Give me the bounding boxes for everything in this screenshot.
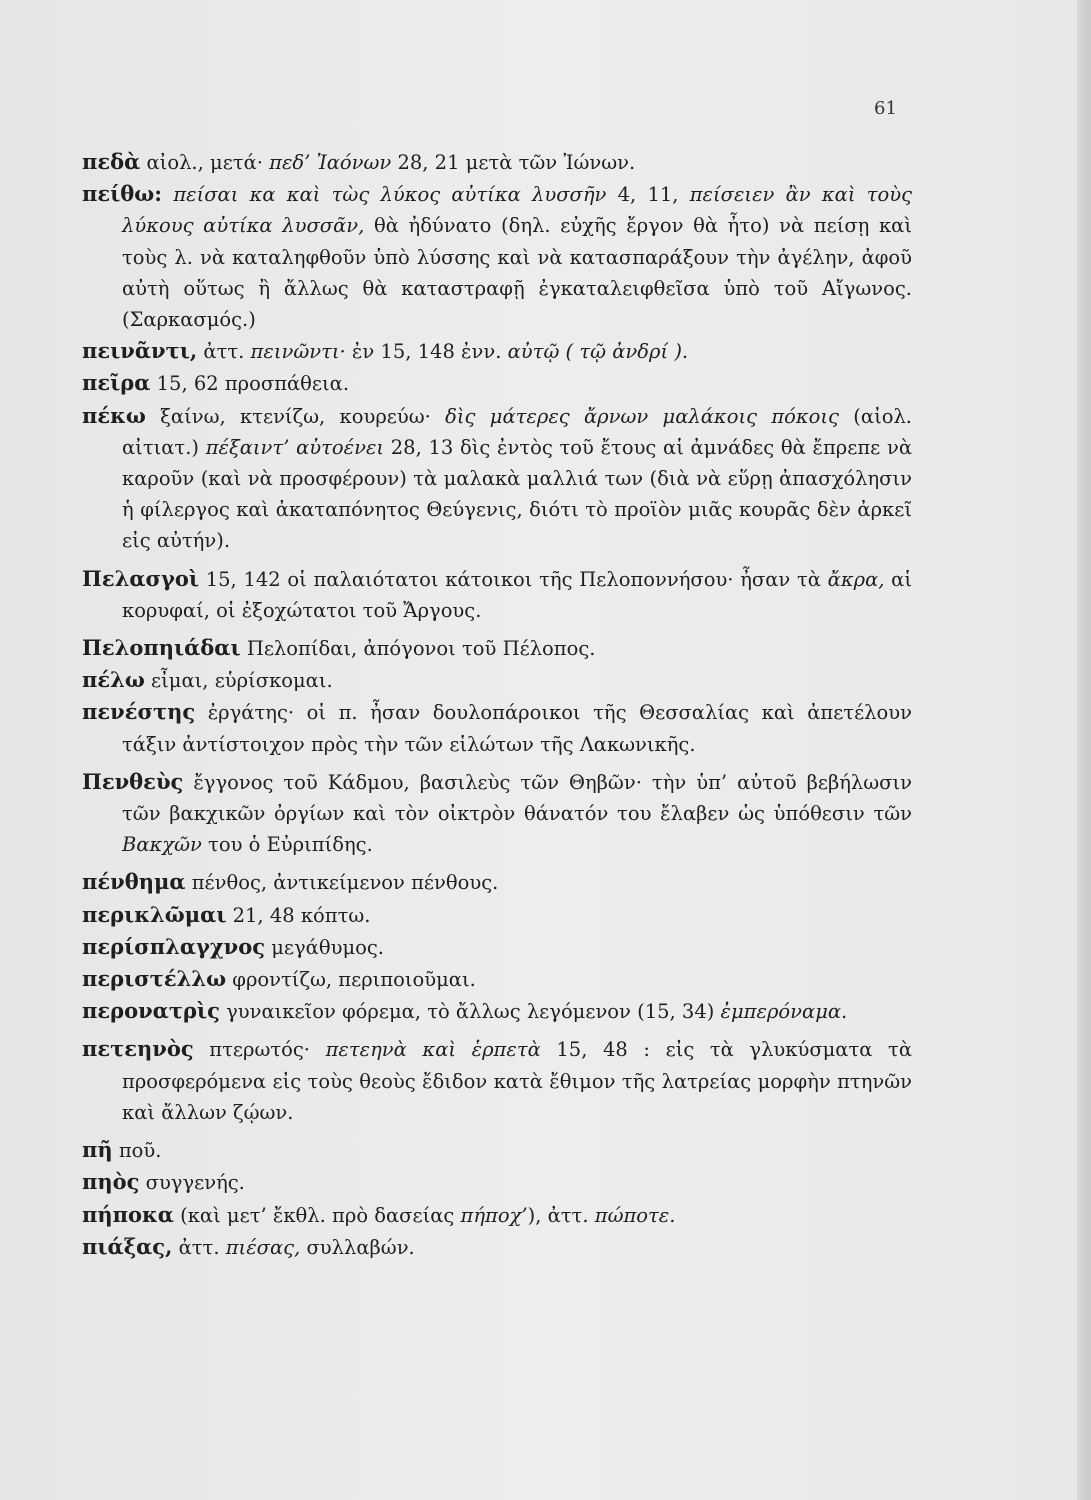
entry-definition: Πελοπίδαι, ἀπόγονοι τοῦ Πέλοπος. (240, 637, 596, 661)
entry-headword: πένθημα (82, 869, 186, 895)
entry-headword: πήποκα (82, 1201, 174, 1227)
entry-definition: ξαίνω, κτενίζω, κουρεύω· (145, 404, 446, 428)
entry-definition: 28, 13 δὶς ἐντὸς τοῦ ἔτους αἱ ἀμνάδες θὰ ἔπρεπε νὰ καροῦν (καὶ νὰ προσφέρουν) τὰ μαλακὰ μαλλιά των (διὰ νὰ εὕρῃ ἀπασχόλησιν ἡ φίλεργος καὶ ἀκαταπόνητος Θεύγενις, διότι τὸ προϊὸν μιᾶς κουρᾶς δὲν ἀρκεῖ εἰς αὐτήν). (122, 435, 912, 553)
entry-definition: 15, 62 προσπάθεια. (150, 372, 350, 396)
entry-citation: πέξαιντ’ αὐτοένει (205, 435, 385, 459)
entry-definition: 21, 48 κόπτω. (226, 903, 371, 927)
dictionary-entry (82, 664, 912, 696)
entry-definition: αἱ κορυφαί, οἱ ἐξοχώτατοι τοῦ Ἄργους. (122, 567, 912, 622)
entry-headword: περικλῶμαι (82, 901, 227, 927)
dictionary-entry (82, 400, 912, 557)
entry-definition: (καὶ μετ’ ἔκθλ. πρὸ δασείας (173, 1203, 461, 1227)
dictionary-entry (82, 931, 912, 963)
entry-citation: ἐμπερόναμα. (720, 1000, 848, 1024)
entry-definition: συλλαβών. (300, 1235, 415, 1259)
entry-definition: ἐν 15, 148 ἐνν. (345, 340, 508, 364)
dictionary-entry (82, 866, 912, 898)
entry-citation: πετεηνὰ καὶ ἑρπετὰ (325, 1038, 541, 1062)
entry-citation: Βακχῶν (122, 833, 202, 857)
entry-citation: πείσαι κα καὶ τὼς λύκος αὐτίκα λυσσῆν (173, 183, 607, 207)
entry-citation: πεινῶντι· (250, 340, 346, 364)
entry-headword: πεινᾶντι, (82, 338, 198, 364)
page-edge (1077, 0, 1091, 1500)
entry-headword: πεδὰ (82, 149, 141, 174)
entry-citation: πεδ’ Ἰαόνων (269, 151, 392, 174)
entry-definition: ποῦ. (112, 1139, 162, 1163)
entry-headword: περιστέλλω (82, 966, 227, 992)
entry-headword: περίσπλαγχνος (82, 933, 266, 959)
entry-definition: ἀττ. (197, 340, 251, 364)
dictionary-entries (82, 146, 912, 1263)
dictionary-entry (82, 367, 912, 399)
dictionary-entry (82, 995, 912, 1027)
entry-definition: ), ἀττ. (527, 1203, 595, 1227)
entry-definition: ἐργάτης· οἱ π. ἦσαν δουλοπάροικοι τῆς Θεσσαλίας καὶ ἀπετέλουν τάξιν ἀντίστοιχον πρὸς τὴν τῶν εἱλώτων τῆς Λακωνικῆς. (122, 701, 912, 756)
entry-definition: εἶμαι, εὑρίσκομαι. (144, 669, 333, 693)
entry-definition: πένθος, ἀντικείμενον πένθους. (185, 871, 499, 895)
entry-citation: αὐτῷ ( τῷ ἀνδρί ). (507, 340, 689, 364)
entry-headword: Πελοπηιάδαι (82, 635, 241, 661)
dictionary-entry (82, 1199, 912, 1231)
dictionary-entry (82, 335, 912, 367)
entry-definition: ἀττ. (172, 1235, 226, 1259)
dictionary-entry (82, 563, 912, 626)
entry-definition: μεγάθυμος. (265, 935, 384, 959)
entry-definition: 15, 48 : εἰς τὰ γλυκύσματα τὰ προσφερόμενα εἰς τοὺς θεοὺς ἔδιδον κατὰ ἔθιμον τῆς λατρείας μορφὴν πτηνῶν καὶ ἄλλων ζῴων. (122, 1038, 912, 1124)
entry-headword: πενέστης (82, 699, 196, 725)
entry-definition: αἰολ., μετά· (140, 151, 270, 174)
entry-headword: πεῖρα (82, 370, 151, 396)
entry-definition: (αἰολ. αἰτιατ.) (122, 404, 913, 459)
dictionary-entry (82, 696, 912, 759)
entry-headword: περονατρὶς (82, 998, 220, 1024)
entry-citation: πώποτε. (594, 1203, 676, 1227)
entry-definition: 15, 142 οἱ παλαιότατοι κάτοικοι τῆς Πελοποννήσου· ἦσαν τὰ (199, 567, 828, 591)
entry-citation: πιέσας, (225, 1235, 301, 1259)
dictionary-entry (82, 1231, 912, 1263)
entry-definition: θὰ ἠδύνατο (δηλ. εὐχῆς ἔργον θὰ ἦτο) νὰ πείσῃ καὶ τοὺς λ. νὰ καταληφθοῦν ὑπὸ λύσσης καὶ νὰ κατασπαράξουν τὴν ἀγέλην, ἀφοῦ αὐτὴ οὕτως ἢ ἄλλως θὰ καταστραφῇ ἐγκαταλειφθεῖσα ὑπὸ τοῦ Αἴγωνος. (Σαρκασμός.) (122, 214, 912, 332)
dictionary-entry (82, 963, 912, 995)
entry-citation: ἄκρα, (827, 567, 885, 591)
entry-citation: πείσειεν ἂν καὶ τοὺς λύκους αὐτίκα λυσσᾶν, (122, 183, 913, 238)
entry-definition: 4, 11, (606, 183, 690, 207)
dictionary-entry (82, 766, 912, 861)
dictionary-entry (82, 1166, 912, 1198)
entry-headword: πείθω: (82, 181, 163, 207)
dictionary-entry (82, 632, 912, 664)
dictionary-entry (82, 899, 912, 931)
entry-headword: πέκω (82, 402, 146, 428)
entry-headword: Πενθεὺς (82, 768, 184, 794)
entry-definition: του ὁ Εὐριπίδης. (201, 833, 373, 857)
entry-definition: γυναικεῖον φόρεμα, τὸ ἄλλως λεγόμενον (15, 34) (219, 1000, 721, 1024)
entry-definition: πτερωτός· (193, 1038, 326, 1062)
entry-headword: πηὸς (82, 1169, 140, 1195)
entry-headword: πιάξας, (82, 1233, 173, 1259)
entry-citation: δὶς μάτερες ἄρνων μαλάκοις πόκοις (445, 404, 839, 428)
entry-headword: πετεηνὸς (82, 1036, 194, 1062)
entry-definition: ἔγγονος τοῦ Κάδμου, βασιλεὺς τῶν Θηβῶν· τὴν ὑπ’ αὐτοῦ βεβήλωσιν τῶν βακχικῶν ὀργίων καὶ τὸν οἰκτρὸν θάνατόν του ἔλαβεν ὡς ὑπόθεσιν τῶν (122, 770, 912, 826)
dictionary-entry (82, 1134, 912, 1166)
entry-definition: συγγενής. (139, 1171, 245, 1195)
entry-definition (162, 183, 173, 206)
entry-definition: 28, 21 μετὰ τῶν Ἰώνων. (391, 151, 636, 174)
entry-headword: πέλω (82, 667, 145, 693)
dictionary-entry (82, 146, 912, 178)
entry-citation: πήποχ’ (460, 1203, 528, 1227)
entry-definition: φροντίζω, περιποιοῦμαι. (226, 968, 476, 992)
dictionary-entry (82, 1033, 912, 1128)
dictionary-entry (82, 178, 912, 335)
entry-headword: Πελασγοὶ (82, 565, 199, 591)
page-number: 61 (874, 98, 897, 119)
entry-headword: πῆ (82, 1137, 113, 1163)
